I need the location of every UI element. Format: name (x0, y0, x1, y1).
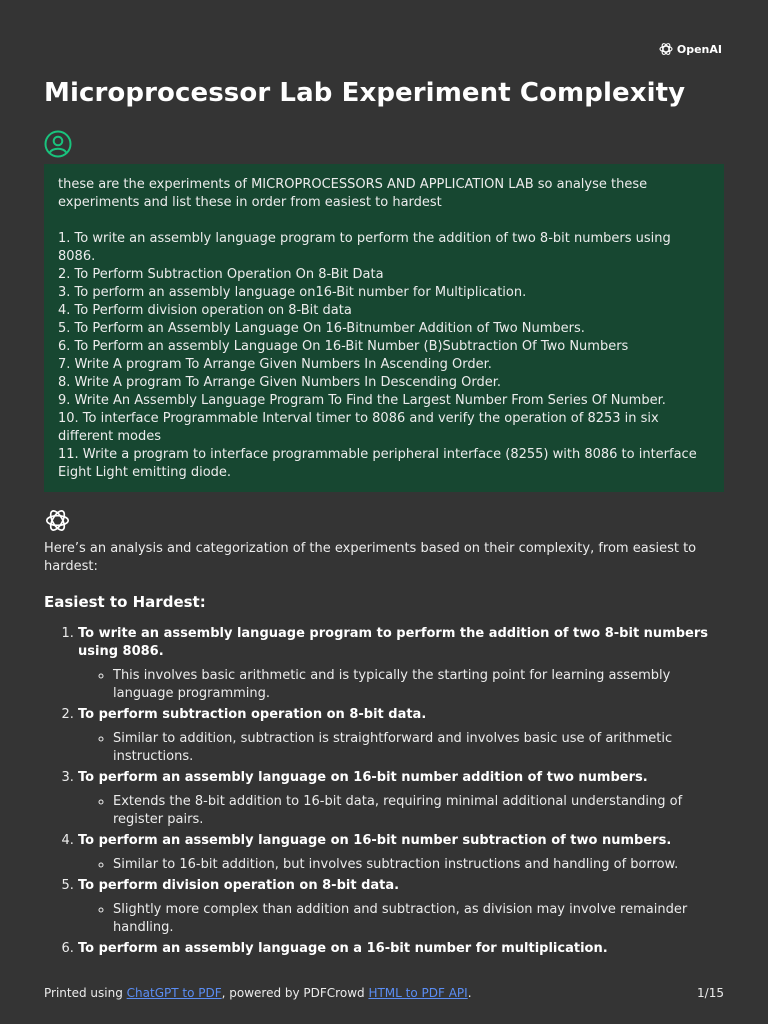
page-title: Microprocessor Lab Experiment Complexity (44, 78, 686, 108)
experiment-detail: ◦ Similar to 16-bit addition, but involves subtraction instructions and handling of borrow. (113, 856, 724, 874)
experiment-detail: ◦ Slightly more complex than addition and subtraction, as division may involve remainder handling. (113, 901, 724, 937)
experiment-item (78, 625, 724, 703)
assistant-message (44, 540, 724, 961)
openai-logo-icon (658, 41, 674, 57)
html-to-pdf-api-link[interactable]: HTML to PDF API (368, 986, 468, 1000)
user-item: 8. Write A program To Arrange Given Numbers In Descending Order. (58, 375, 502, 390)
user-item: 3. To perform an assembly language on16-Bit number for Multiplication. (58, 285, 527, 300)
assistant-intro: Here’s an analysis and categorization of the experiments based on their complexity, from easiest to hardest: (44, 541, 697, 574)
experiment-detail: ◦ Similar to addition, subtraction is straightforward and involves basic use of arithmetic instructions. (113, 730, 724, 766)
answer-heading: Easiest to Hardest: (44, 593, 206, 611)
user-item: 1. To write an assembly language program to perform the addition of two 8-bit numbers using 8086. (58, 231, 671, 264)
chatgpt-to-pdf-link[interactable]: ChatGPT to PDF (126, 986, 222, 1000)
page-number: 1/15 (697, 986, 724, 1000)
experiment-title: To perform subtraction operation on 8-bit data. (78, 707, 427, 722)
footer-middle: , powered by PDFCrowd (221, 986, 369, 1000)
chatgpt-avatar-icon (44, 507, 71, 534)
experiment-item (78, 940, 724, 958)
experiment-item (78, 706, 724, 766)
brand-name: OpenAI (676, 42, 722, 56)
experiment-title: To perform an assembly language on a 16-bit number for multiplication. (78, 941, 608, 956)
footer-credit (44, 986, 472, 1000)
experiment-detail: ◦ Extends the 8-bit addition to 16-bit data, requiring minimal additional understanding of register pairs. (113, 793, 724, 829)
user-avatar-icon (44, 130, 72, 158)
footer (44, 986, 724, 1000)
user-item: 4. To Perform division operation on 8-Bit data (58, 303, 352, 318)
openai-brand (658, 41, 722, 57)
user-message-intro: these are the experiments of MICROPROCESSORS AND APPLICATION LAB so analyse these experiments and list these in order from easiest to hardest (58, 177, 648, 210)
user-item: 9. Write An Assembly Language Program To Find the Largest Number From Series Of Number. (58, 393, 666, 408)
user-item: 5. To Perform an Assembly Language On 16-Bitnumber Addition of Two Numbers. (58, 321, 585, 336)
experiment-item (78, 769, 724, 829)
footer-prefix: Printed using (44, 986, 127, 1000)
experiment-detail: ◦ This involves basic arithmetic and is typically the starting point for learning assembly language programming. (113, 667, 724, 703)
experiment-item (78, 877, 724, 937)
experiment-title: To perform an assembly language on 16-bit number addition of two numbers. (78, 770, 648, 785)
footer-suffix: . (467, 986, 472, 1000)
experiment-title: To perform division operation on 8-bit data. (78, 878, 400, 893)
experiment-item (78, 832, 724, 874)
experiment-title: To write an assembly language program to perform the addition of two 8-bit numbers using 8086. (78, 626, 709, 659)
user-item: 2. To Perform Subtraction Operation On 8-Bit Data (58, 267, 384, 282)
experiment-title: To perform an assembly language on 16-bit number subtraction of two numbers. (78, 833, 672, 848)
user-item: 10. To interface Programmable Interval timer to 8086 and verify the operation of 8253 in six different modes (58, 411, 659, 444)
user-item: 7. Write A program To Arrange Given Numbers In Ascending Order. (58, 357, 492, 372)
user-item: 11. Write a program to interface programmable peripheral interface (8255) with 8086 to interface Eight Light emitting diode. (58, 447, 697, 480)
user-item: 6. To Perform an assembly Language On 16-Bit Number (B)Subtraction Of Two Numbers (58, 339, 629, 354)
user-message (44, 164, 724, 492)
experiment-list (44, 625, 724, 958)
